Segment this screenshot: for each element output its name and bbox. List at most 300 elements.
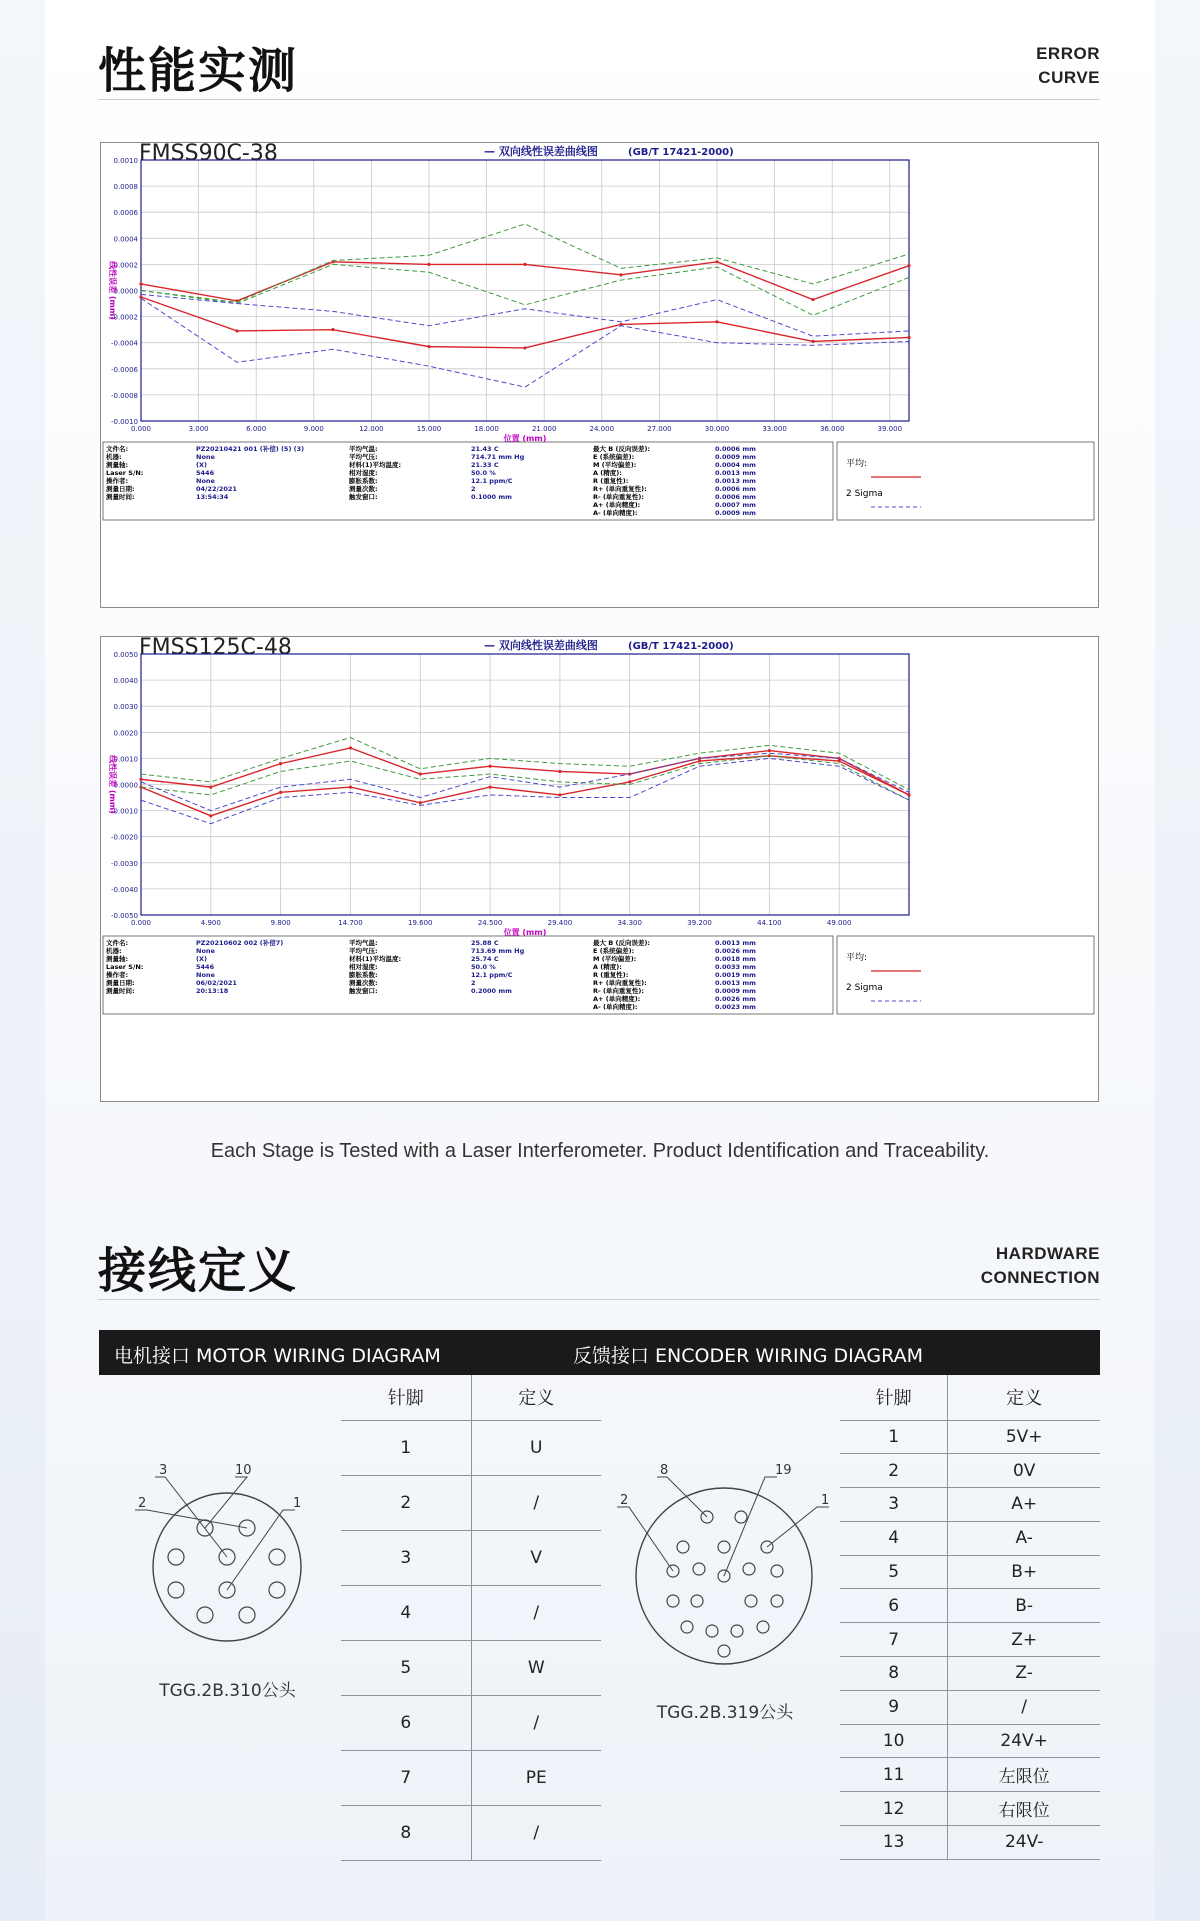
y-tick-label: -0.0008: [110, 391, 138, 400]
pin-number-cell: 12: [840, 1792, 948, 1826]
x-tick-label: 39.000: [877, 425, 903, 433]
info-label: R+ (单向重复性):: [593, 485, 647, 493]
x-tick-label: 39.200: [687, 919, 712, 927]
info-value: None: [196, 453, 215, 461]
connector-pin: [706, 1625, 718, 1637]
section-subtitle-line1: HARDWARE: [995, 1244, 1100, 1263]
pin-number-cell: 1: [341, 1420, 471, 1475]
connector-pin: [681, 1621, 693, 1633]
data-point: [907, 264, 910, 267]
section-subtitle-line1: ERROR: [1036, 44, 1100, 63]
y-tick-label: 0.0000: [113, 287, 138, 296]
x-tick-label: 24.000: [589, 425, 615, 433]
encoder-connector-diagram: [617, 1455, 832, 1675]
info-label: 测量日期:: [106, 485, 135, 493]
table-row: [840, 1555, 1100, 1589]
encoder-wiring-title: 反馈接口 ENCODER WIRING DIAGRAM: [573, 1345, 923, 1367]
callout-label: 2: [138, 1496, 147, 1511]
info-value: 0.2000 mm: [471, 987, 512, 995]
table-row: [840, 1826, 1100, 1860]
data-point: [619, 273, 622, 276]
info-label: 材料(1)平均温度:: [349, 461, 402, 469]
motor-wiring-title: 电机接口 MOTOR WIRING DIAGRAM: [114, 1345, 441, 1367]
pin-number-cell: 1: [840, 1420, 948, 1454]
pin-number-cell: 13: [840, 1826, 948, 1860]
info-value: 0.0006 mm: [715, 493, 756, 501]
info-value: PZ20210602 002 (补偿7): [196, 939, 284, 947]
pin-number-cell: 5: [341, 1640, 471, 1695]
y-tick-label: 0.0010: [113, 755, 138, 764]
error-curve-chart-1: [101, 143, 1098, 607]
data-point: [715, 320, 718, 323]
info-label: 平均气压:: [349, 947, 378, 955]
data-point: [558, 793, 561, 796]
encoder-connector-label: TGG.2B.319公头: [656, 1703, 794, 1723]
y-tick-label: -0.0010: [110, 807, 138, 816]
info-value: 5446: [196, 963, 215, 971]
info-label: A- (单向精度):: [593, 1003, 638, 1011]
sigma-series-upper-forward: [141, 738, 909, 790]
y-tick-label: -0.0040: [110, 885, 138, 894]
y-tick-label: -0.0050: [110, 912, 138, 920]
y-tick-label: -0.0004: [110, 339, 138, 348]
table-row: [840, 1623, 1100, 1657]
x-tick-label: 0.000: [130, 919, 152, 927]
y-tick-label: -0.0010: [110, 418, 138, 426]
chart-standard: (GB/T 17421-2000): [628, 147, 734, 158]
info-value: 5446: [196, 469, 215, 477]
y-tick-label: -0.0030: [110, 859, 138, 868]
pin-number-cell: 5: [840, 1555, 948, 1589]
info-label: A- (单向精度):: [593, 509, 638, 517]
info-value: 0.0033 mm: [715, 963, 756, 971]
info-label: 平均气温:: [349, 939, 378, 947]
legend-box: [837, 936, 1094, 1014]
table-row: [840, 1488, 1100, 1522]
table-row: [341, 1475, 601, 1530]
data-point: [811, 340, 814, 343]
table-row: [840, 1657, 1100, 1691]
info-label: 机器:: [106, 453, 122, 461]
pin-definition-cell: PE: [471, 1750, 601, 1805]
y-tick-label: 0.0006: [113, 209, 138, 218]
info-value: 0.0026 mm: [715, 995, 756, 1003]
section-subtitle: [1036, 42, 1100, 90]
info-label: 测量轴:: [106, 461, 129, 469]
error-curve-panel-1: [100, 142, 1099, 608]
pin-definition-cell: 0V: [948, 1454, 1100, 1488]
data-point: [523, 346, 526, 349]
pin-definition-cell: W: [471, 1640, 601, 1695]
table-row: [341, 1420, 601, 1475]
section-subtitle-line2: CONNECTION: [980, 1268, 1100, 1287]
pin-definition-cell: Z-: [948, 1657, 1100, 1691]
x-tick-label: 9.800: [270, 919, 291, 927]
connector-pin: [667, 1595, 679, 1607]
caption: Each Stage is Tested with a Laser Interferometer. Product Identification and Traceability.: [210, 1140, 990, 1162]
info-value: 0.0018 mm: [715, 955, 756, 963]
callout-label: 2: [620, 1493, 629, 1508]
info-value: 0.0013 mm: [715, 939, 756, 947]
info-value: 20:13:18: [196, 987, 229, 995]
pin-definition-cell: 5V+: [948, 1420, 1100, 1454]
pin-definition-cell: B+: [948, 1555, 1100, 1589]
data-point: [558, 770, 561, 773]
info-label: M (平均偏差):: [593, 461, 637, 469]
info-label: 测量轴:: [106, 955, 129, 963]
callout-label: 19: [775, 1463, 792, 1478]
info-value: 13:54:34: [196, 493, 229, 501]
data-point: [139, 778, 142, 781]
pin-definition-cell: /: [471, 1475, 601, 1530]
data-point: [331, 328, 334, 331]
x-axis-label: 位置 (mm): [503, 434, 547, 443]
info-value: (X): [196, 461, 207, 469]
info-label: R (重复性):: [593, 477, 629, 485]
info-value: 06/02/2021: [196, 979, 237, 987]
info-value: 0.0007 mm: [715, 501, 756, 509]
info-label: A+ (单向精度):: [593, 995, 641, 1003]
y-axis-label: 线性误差 (mm): [108, 755, 117, 814]
table-row: [341, 1805, 601, 1860]
y-tick-label: 0.0002: [113, 261, 138, 270]
connector-pin: [691, 1595, 703, 1607]
x-tick-label: 19.600: [408, 919, 433, 927]
data-point: [698, 759, 701, 762]
info-label: R+ (单向重复性):: [593, 979, 647, 987]
data-point: [628, 780, 631, 783]
y-tick-label: -0.0002: [110, 313, 138, 322]
connector-pin: [718, 1541, 730, 1553]
table-row: [341, 1530, 601, 1585]
x-tick-label: 0.000: [130, 425, 152, 433]
info-value: 50.0 %: [471, 469, 496, 477]
info-label: M (平均偏差):: [593, 955, 637, 963]
data-point: [427, 263, 430, 266]
y-tick-label: 0.0010: [113, 157, 138, 165]
connector-pin: [693, 1563, 705, 1575]
info-value: 12.1 ppm/C: [471, 971, 513, 979]
x-tick-label: 3.000: [188, 425, 209, 433]
info-label: 操作者:: [106, 477, 129, 485]
info-value: None: [196, 947, 215, 955]
table-row: [840, 1454, 1100, 1488]
x-tick-label: 27.000: [647, 425, 672, 433]
x-tick-label: 6.000: [246, 425, 267, 433]
x-tick-label: 12.000: [359, 425, 384, 433]
pin-definition-cell: 24V+: [948, 1724, 1100, 1758]
pin-definition-cell: /: [471, 1805, 601, 1860]
x-tick-label: 18.000: [474, 425, 499, 433]
y-tick-label: -0.0006: [110, 365, 138, 374]
info-value: 21.33 C: [471, 461, 499, 469]
table-row: [341, 1640, 601, 1695]
x-tick-label: 30.000: [704, 425, 730, 433]
pin-number-cell: 3: [840, 1488, 948, 1522]
x-tick-label: 14.700: [338, 919, 363, 927]
table-row: [840, 1420, 1100, 1454]
info-label: 平均气压:: [349, 453, 378, 461]
y-tick-label: 0.0050: [113, 651, 138, 659]
info-label: 测量时间:: [106, 987, 135, 995]
data-point: [838, 759, 841, 762]
info-value: 0.0013 mm: [715, 477, 756, 485]
pin-number-cell: 6: [840, 1589, 948, 1623]
legend-sigma-label: 2 Sigma: [846, 983, 883, 993]
info-label: 触发窗口:: [349, 987, 378, 995]
data-point: [209, 786, 212, 789]
info-label: R- (单向重复性):: [593, 987, 645, 995]
pin-definition-cell: V: [471, 1530, 601, 1585]
pin-definition-cell: /: [471, 1695, 601, 1750]
info-label: 最大 B (反向误差):: [593, 445, 651, 453]
y-tick-label: 0.0000: [113, 781, 138, 790]
info-label: 测量次数:: [349, 485, 378, 493]
data-point: [488, 786, 491, 789]
pin-number-cell: 6: [341, 1695, 471, 1750]
pin-definition-cell: B-: [948, 1589, 1100, 1623]
error-curve-panel-2: [100, 636, 1099, 1102]
column-header-pin: 针脚: [840, 1375, 948, 1420]
info-value: 0.0019 mm: [715, 971, 756, 979]
data-point: [235, 329, 238, 332]
info-value: 0.0013 mm: [715, 979, 756, 987]
data-point: [419, 801, 422, 804]
info-label: A (精度):: [593, 963, 622, 971]
connector-pins: [667, 1511, 783, 1657]
y-tick-label: 0.0008: [113, 183, 138, 192]
y-tick-label: 0.0004: [113, 235, 138, 244]
x-tick-label: 34.300: [617, 919, 642, 927]
data-point: [811, 298, 814, 301]
connector-pin: [743, 1563, 755, 1575]
chart-standard: (GB/T 17421-2000): [628, 641, 734, 652]
info-value: 2: [471, 485, 476, 493]
info-label: 测量日期:: [106, 979, 135, 987]
section-title: 性能实测: [98, 43, 299, 99]
section-subtitle: [981, 1242, 1100, 1290]
info-value: 0.0009 mm: [715, 509, 756, 517]
info-value: 0.1000 mm: [471, 493, 512, 501]
y-tick-label: 0.0020: [113, 729, 138, 738]
pin-definition-cell: /: [948, 1690, 1100, 1724]
info-label: 膨胀系数:: [349, 971, 378, 979]
chart-title: — 双向线性误差曲线图: [484, 145, 598, 158]
pin-number-cell: 7: [341, 1750, 471, 1805]
callout-label: 1: [821, 1493, 830, 1508]
section-subtitle-line2: CURVE: [1038, 68, 1100, 87]
info-value: 0.0009 mm: [715, 987, 756, 995]
connector-pin: [771, 1595, 783, 1607]
data-point: [419, 772, 422, 775]
info-value: None: [196, 477, 215, 485]
pin-number-cell: 2: [840, 1454, 948, 1488]
pin-number-cell: 2: [341, 1475, 471, 1530]
pin-number-cell: 4: [341, 1585, 471, 1640]
chart-model-label: FMSS125C-48: [139, 637, 292, 660]
info-value: 0.0023 mm: [715, 1003, 756, 1011]
pin-number-cell: 11: [840, 1758, 948, 1792]
callout-label: 3: [159, 1463, 168, 1478]
info-label: Laser S/N:: [106, 469, 144, 477]
table-row: [341, 1585, 601, 1640]
table-row: [840, 1690, 1100, 1724]
data-point: [139, 282, 142, 285]
callout-label: 8: [660, 1463, 669, 1478]
info-value: (X): [196, 955, 207, 963]
info-value: 04/22/2021: [196, 485, 237, 493]
motor-connector-diagram: [135, 1455, 315, 1655]
info-label: E (系统偏差):: [593, 947, 635, 955]
x-tick-label: 33.000: [762, 425, 787, 433]
info-label: 最大 B (反向误差):: [593, 939, 651, 947]
table-row: [341, 1695, 601, 1750]
info-label: A+ (单向精度):: [593, 501, 641, 509]
data-point: [715, 260, 718, 263]
x-tick-label: 36.000: [819, 425, 845, 433]
pin-number-cell: 8: [840, 1657, 948, 1691]
info-label: Laser S/N:: [106, 963, 144, 971]
error-curve-chart-2: [101, 637, 1098, 1101]
info-value: 25.74 C: [471, 955, 499, 963]
pin-definition-cell: 右限位: [948, 1792, 1100, 1826]
x-tick-label: 15.000: [416, 425, 442, 433]
legend-box: [837, 442, 1094, 520]
x-tick-label: 49.000: [826, 919, 852, 927]
pin-definition-cell: A-: [948, 1521, 1100, 1555]
info-label: 文件名:: [106, 445, 129, 453]
x-tick-label: 4.900: [200, 919, 221, 927]
data-point: [349, 746, 352, 749]
table-row: [341, 1750, 601, 1805]
connector-pin: [677, 1541, 689, 1553]
data-point: [139, 295, 142, 298]
info-value: 0.0009 mm: [715, 453, 756, 461]
info-label: 相对湿度:: [349, 469, 378, 477]
table-row: [840, 1521, 1100, 1555]
info-value: None: [196, 971, 215, 979]
table-row: [840, 1724, 1100, 1758]
info-label: 机器:: [106, 947, 122, 955]
connector-pin: [771, 1565, 783, 1577]
info-value: 0.0026 mm: [715, 947, 756, 955]
section-title: 接线定义: [98, 1243, 299, 1299]
info-label: 操作者:: [106, 971, 129, 979]
info-value: 714.71 mm Hg: [471, 453, 525, 461]
info-value: 0.0006 mm: [715, 445, 756, 453]
info-label: 测量时间:: [106, 493, 135, 501]
x-tick-label: 9.000: [303, 425, 324, 433]
data-point: [488, 765, 491, 768]
info-label: 相对湿度:: [349, 963, 378, 971]
info-label: 膨胀系数:: [349, 477, 378, 485]
x-tick-label: 29.400: [547, 919, 573, 927]
info-label: 文件名:: [106, 939, 129, 947]
pin-number-cell: 7: [840, 1623, 948, 1657]
info-label: 材料(1)平均温度:: [349, 955, 402, 963]
info-value: 0.0004 mm: [715, 461, 756, 469]
chart-title: — 双向线性误差曲线图: [484, 639, 598, 652]
info-value: 713.69 mm Hg: [471, 947, 525, 955]
pin-number-cell: 10: [840, 1724, 948, 1758]
motor-pin-table: [341, 1375, 601, 1861]
x-tick-label: 21.000: [531, 425, 557, 433]
column-header-definition: 定义: [471, 1375, 601, 1420]
sigma-series-lower-forward: [141, 753, 909, 810]
column-header-pin: 针脚: [341, 1375, 471, 1420]
info-value: 0.0013 mm: [715, 469, 756, 477]
connector-pins: [168, 1520, 285, 1623]
pin-number-cell: 9: [840, 1690, 948, 1724]
data-point: [768, 749, 771, 752]
info-label: R (重复性):: [593, 971, 629, 979]
section-header-wiring: [98, 1210, 1100, 1300]
info-value: 2: [471, 979, 476, 987]
info-value: 12.1 ppm/C: [471, 477, 513, 485]
data-point: [907, 336, 910, 339]
pin-definition-cell: Z+: [948, 1623, 1100, 1657]
table-row: [840, 1589, 1100, 1623]
x-tick-label: 44.100: [757, 919, 782, 927]
info-label: A (精度):: [593, 469, 622, 477]
connector-pin: [718, 1645, 730, 1657]
info-value: 21.43 C: [471, 445, 499, 453]
motor-connector-label: TGG.2B.310公头: [159, 1681, 296, 1701]
info-value: 50.0 %: [471, 963, 496, 971]
connector-pin: [757, 1621, 769, 1633]
info-label: E (系统偏差):: [593, 453, 635, 461]
pin-number-cell: 8: [341, 1805, 471, 1860]
data-point: [279, 791, 282, 794]
column-header-definition: 定义: [948, 1375, 1100, 1420]
pin-number-cell: 4: [840, 1521, 948, 1555]
y-tick-label: 0.0040: [113, 677, 138, 686]
info-value: 0.0006 mm: [715, 485, 756, 493]
pin-definition-cell: U: [471, 1420, 601, 1475]
x-axis-label: 位置 (mm): [503, 928, 547, 937]
y-tick-label: 0.0030: [113, 703, 138, 712]
table-row: [840, 1758, 1100, 1792]
data-point: [523, 263, 526, 266]
info-value: 25.88 C: [471, 939, 499, 947]
y-axis-label: 线性误差 (mm): [108, 261, 117, 320]
legend-mean-label: 平均:: [846, 459, 868, 469]
info-label: 触发窗口:: [349, 493, 378, 501]
x-tick-label: 24.500: [477, 919, 503, 927]
table-row: [840, 1792, 1100, 1826]
data-point: [349, 786, 352, 789]
callout-label: 10: [235, 1463, 252, 1478]
y-tick-label: -0.0020: [110, 833, 138, 842]
legend-mean-label: 平均:: [846, 953, 868, 963]
data-point: [279, 762, 282, 765]
data-point: [209, 814, 212, 817]
connector-pin: [735, 1511, 747, 1523]
pin-definition-cell: A+: [948, 1488, 1100, 1522]
chart-model-label: FMSS90C-38: [139, 143, 278, 166]
info-label: R- (单向重复性):: [593, 493, 645, 501]
pin-number-cell: 3: [341, 1530, 471, 1585]
pin-definition-cell: /: [471, 1585, 601, 1640]
wiring-header-bar: [99, 1330, 1100, 1375]
legend-sigma-label: 2 Sigma: [846, 489, 883, 499]
pin-definition-cell: 24V-: [948, 1826, 1100, 1860]
connector-pin: [731, 1625, 743, 1637]
encoder-pin-table: [840, 1375, 1100, 1860]
data-point: [907, 793, 910, 796]
info-label: 测量次数:: [349, 979, 378, 987]
data-point: [427, 345, 430, 348]
